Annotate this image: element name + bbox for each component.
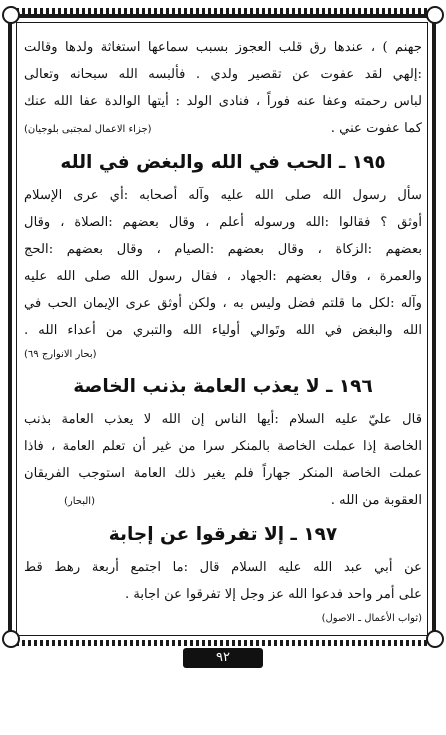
text-line: كما عفوت عني . [330, 121, 422, 136]
text-line: الخاصة إذا عملت الخاصة بالمنكر سرا من غير أن تعلم العامة ، فاذا [24, 439, 422, 454]
text-line: الله والبغض في الله وتَوالي أولياء الله والتبري من أعداء الله . [24, 323, 422, 338]
source-reference: (البحار) [64, 496, 95, 507]
section-heading: ١٩٦ ـ لا يعذب العامة بذنب الخاصة [73, 376, 373, 397]
corner-ornament [426, 630, 444, 648]
source-reference: (جزاء الاعمال لمجتبى بلوجيان) [24, 124, 152, 135]
text-line: سأل رسول الله صلى الله عليه وآله أصحابه :أي عرى الإسلام [24, 188, 422, 203]
text-line: وآله :لكل ما قلتم فضل وليس به ، ولكن أوثق عرى الإيمان الحب في [24, 296, 422, 311]
top-ornament [10, 8, 434, 14]
text-line: لباس رحمته وعفا عنه فوراً ، فنادى الولد : أيتها الوالدة عفا الله عنك [24, 94, 422, 109]
corner-ornament [2, 630, 20, 648]
section-196-body [24, 406, 422, 514]
text-line: عن أبي عبد الله عليه السلام قال :ما اجتمع أربعة رهط قط [24, 560, 422, 575]
text-line: أوثق ؟ فقالوا :الله ورسوله أعلم ، وقال بعضهم :الصلاة ، وقال [24, 215, 422, 230]
text-line: عملت الخاصة المنكر جهاراً فلم يغير ذلك العامة استوجب الفريقان [24, 466, 422, 481]
text-line: على أمر واحد فدعوا الله عز وجل إلا تفرقوا عن اجابة . [124, 587, 422, 602]
intro-paragraph [24, 34, 422, 142]
text-line: والعمرة ، وقال بعضهم :الجهاد ، فقال رسول الله صلى الله عليه [24, 269, 422, 284]
corner-ornament [2, 6, 20, 24]
text-line: العقوبة من الله . [330, 493, 422, 508]
corner-ornament [426, 6, 444, 24]
text-line: :إلهي لقد عفوت عن تقصير ولدي . فألبسه الله سبحانه وتعالى [24, 67, 422, 82]
source-reference: (بحار الانوارج ٦٩) [24, 349, 97, 360]
page-number: ٩٢ [183, 648, 263, 668]
text-line: بعضهم :الزكاة ، وقال بعضهم :الصيام ، وقال بعضهم :الحج [24, 242, 422, 257]
page-content [24, 34, 422, 634]
text-line: جهنم ) ، عندها رق قلب العجوز بسبب سماعها استغاثة ولدها وقالت [24, 40, 422, 55]
last-line-with-reference [24, 487, 422, 514]
source-reference: (ثواب الأعمال ـ الاصول) [321, 613, 422, 624]
section-heading: ١٩٥ ـ الحب في الله والبغض في الله [60, 152, 386, 173]
bottom-ornament [10, 640, 434, 646]
section-197-body [24, 554, 422, 630]
text-line: قال عليّ عليه السلام :أيها الناس إن الله لا يعذب العامة بذنب [24, 412, 422, 427]
last-line-with-reference [24, 115, 422, 142]
section-heading: ١٩٧ ـ إلا تفرقوا عن إجابة [108, 524, 338, 545]
section-195-body [24, 182, 422, 366]
